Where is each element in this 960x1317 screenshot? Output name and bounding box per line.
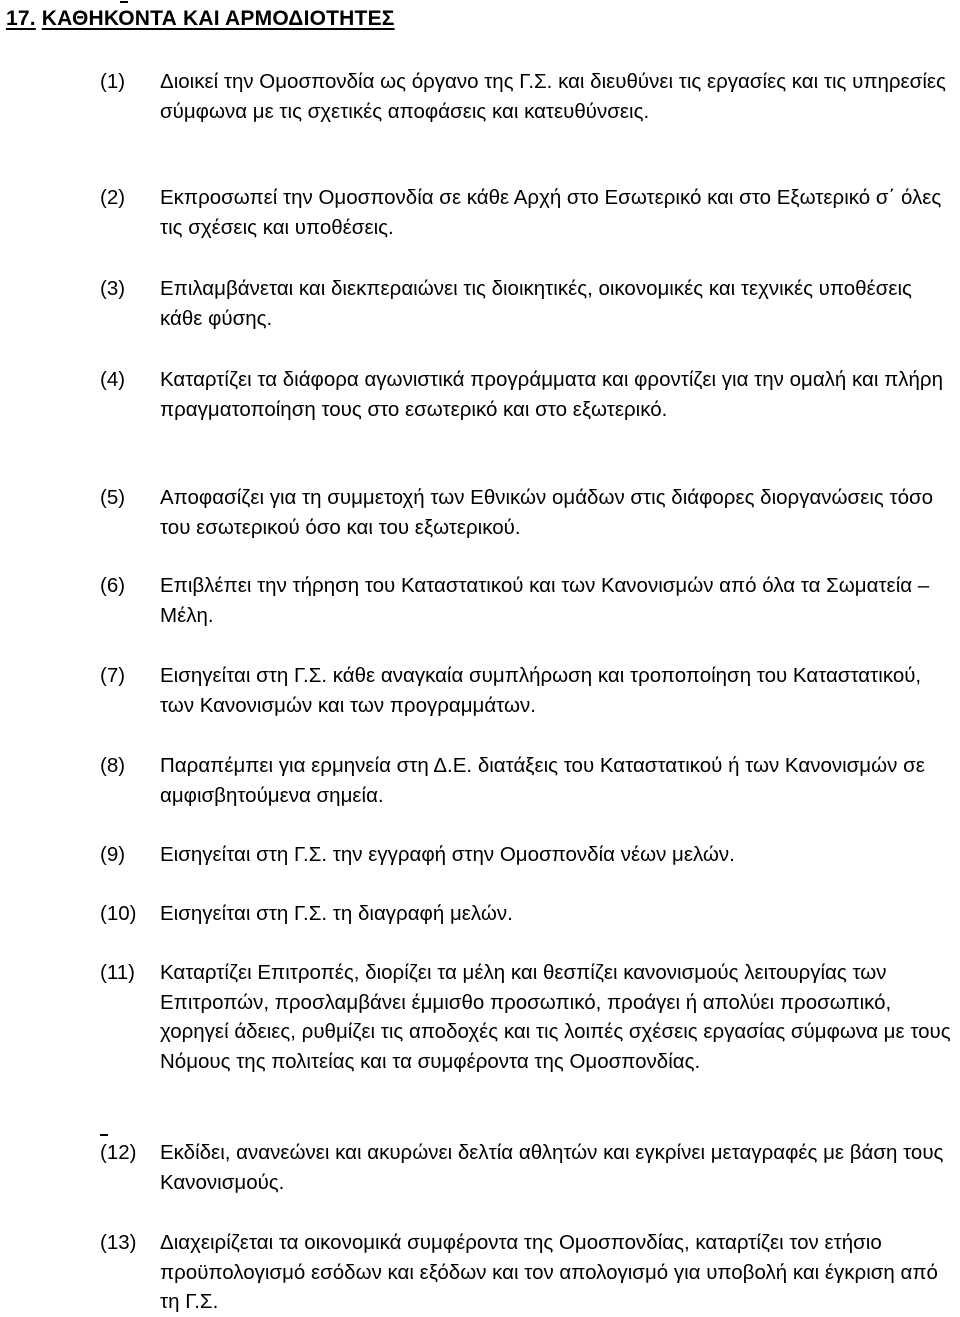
item-marker: (2) <box>100 186 126 209</box>
item-text: Καταρτίζει τα διάφορα αγωνιστικά προγράμματα και φροντίζει για την ομαλή και πλήρη πραγματοποίηση τους στο εσωτερικό και στο εξωτερικό. <box>160 368 943 421</box>
item-text: Παραπέμπει για ερμηνεία στη Δ.Ε. διατάξεις του Καταστατικού ή των Κανονισμών σε αμφισβητούμενα σημεία. <box>160 754 925 807</box>
item-marker: (11) <box>100 961 135 984</box>
item-marker: (10) <box>100 902 137 925</box>
list-item <box>100 483 955 542</box>
stray-mark <box>100 1134 108 1136</box>
item-text: Επιλαμβάνεται και διεκπεραιώνει τις διοικητικές, οικονομικές και τεχνικές υποθέσεις κάθε φύσης. <box>160 277 912 330</box>
list-item <box>100 274 955 333</box>
list-item <box>100 365 955 424</box>
list-item <box>100 571 955 630</box>
list-item <box>100 67 955 126</box>
item-text: Εκδίδει, ανανεώνει και ακυρώνει δελτία αθλητών και εγκρίνει μεταγραφές με βάση τους Κανονισμούς. <box>160 1141 944 1194</box>
section-heading <box>6 5 395 33</box>
list-item <box>100 183 955 242</box>
stray-mark <box>120 1 128 3</box>
item-marker: (3) <box>100 277 126 300</box>
item-marker: (8) <box>100 754 126 777</box>
list-item <box>100 1138 955 1197</box>
item-text: Διαχειρίζεται τα οικονομικά συμφέροντα της Ομοσπονδίας, καταρτίζει τον ετήσιο προϋπολογισμό εσόδων και εξόδων και τον απολογισμό για υποβολή και έγκριση από τη Γ.Σ. <box>160 1231 938 1313</box>
item-text: Εκπροσωπεί την Ομοσπονδία σε κάθε Αρχή στο Εσωτερικό και στο Εξωτερικό σ΄ όλες τις σχέσεις και υποθέσεις. <box>160 186 942 239</box>
item-text: Αποφασίζει για τη συμμετοχή των Εθνικών ομάδων στις διάφορες διοργανώσεις τόσο του εσωτερικού όσο και του εξωτερικού. <box>160 486 934 539</box>
item-marker: (7) <box>100 664 126 687</box>
item-text: Διοικεί την Ομοσπονδία ως όργανο της Γ.Σ. και διευθύνει τις εργασίες και τις υπηρεσίες σύμφωνα με τις σχετικές αποφάσεις και κατευθύνσεις. <box>160 70 946 123</box>
section-title: ΚΑΘΗΚΟΝΤΑ ΚΑΙ ΑΡΜΟΔΙΟΤΗΤΕΣ <box>41 7 395 30</box>
list-item <box>100 751 955 810</box>
item-text: Καταρτίζει Επιτροπές, διορίζει τα μέλη και θεσπίζει κανονισμούς λειτουργίας των Επιτροπών, προσλαμβάνει έμμισθο προσωπικό, προάγει ή απολύει προσωπικό, χορηγεί άδειες, ρυθμίζει τις αποδοχές και τις λοιπές σχέσεις εργασίας σύμφωνα με τους Νόμους της πολιτείας και τα συμφέροντα της Ομοσπονδίας. <box>160 961 951 1073</box>
item-text: Εισηγείται στη Γ.Σ. κάθε αναγκαία συμπλήρωση και τροποποίηση του Καταστατικού, των Κανονισμών και των προγραμμάτων. <box>160 664 922 717</box>
item-text: Εισηγείται στη Γ.Σ. τη διαγραφή μελών. <box>160 902 513 925</box>
list-item <box>100 899 955 929</box>
item-text: Επιβλέπει την τήρηση του Καταστατικού και των Κανονισμών από όλα τα Σωματεία – Μέλη. <box>160 574 930 627</box>
list-item <box>100 661 955 720</box>
item-marker: (9) <box>100 843 126 866</box>
item-marker: (5) <box>100 486 126 509</box>
item-marker: (4) <box>100 368 126 391</box>
list-item <box>100 1228 955 1317</box>
list-item <box>100 958 955 1076</box>
item-text: Εισηγείται στη Γ.Σ. την εγγραφή στην Ομοσπονδία νέων μελών. <box>160 843 735 866</box>
list-item <box>100 840 955 870</box>
item-marker: (1) <box>100 70 126 93</box>
item-marker: (13) <box>100 1231 137 1254</box>
item-marker: (12) <box>100 1141 137 1164</box>
item-marker: (6) <box>100 574 126 597</box>
section-number: 17. <box>6 7 36 30</box>
